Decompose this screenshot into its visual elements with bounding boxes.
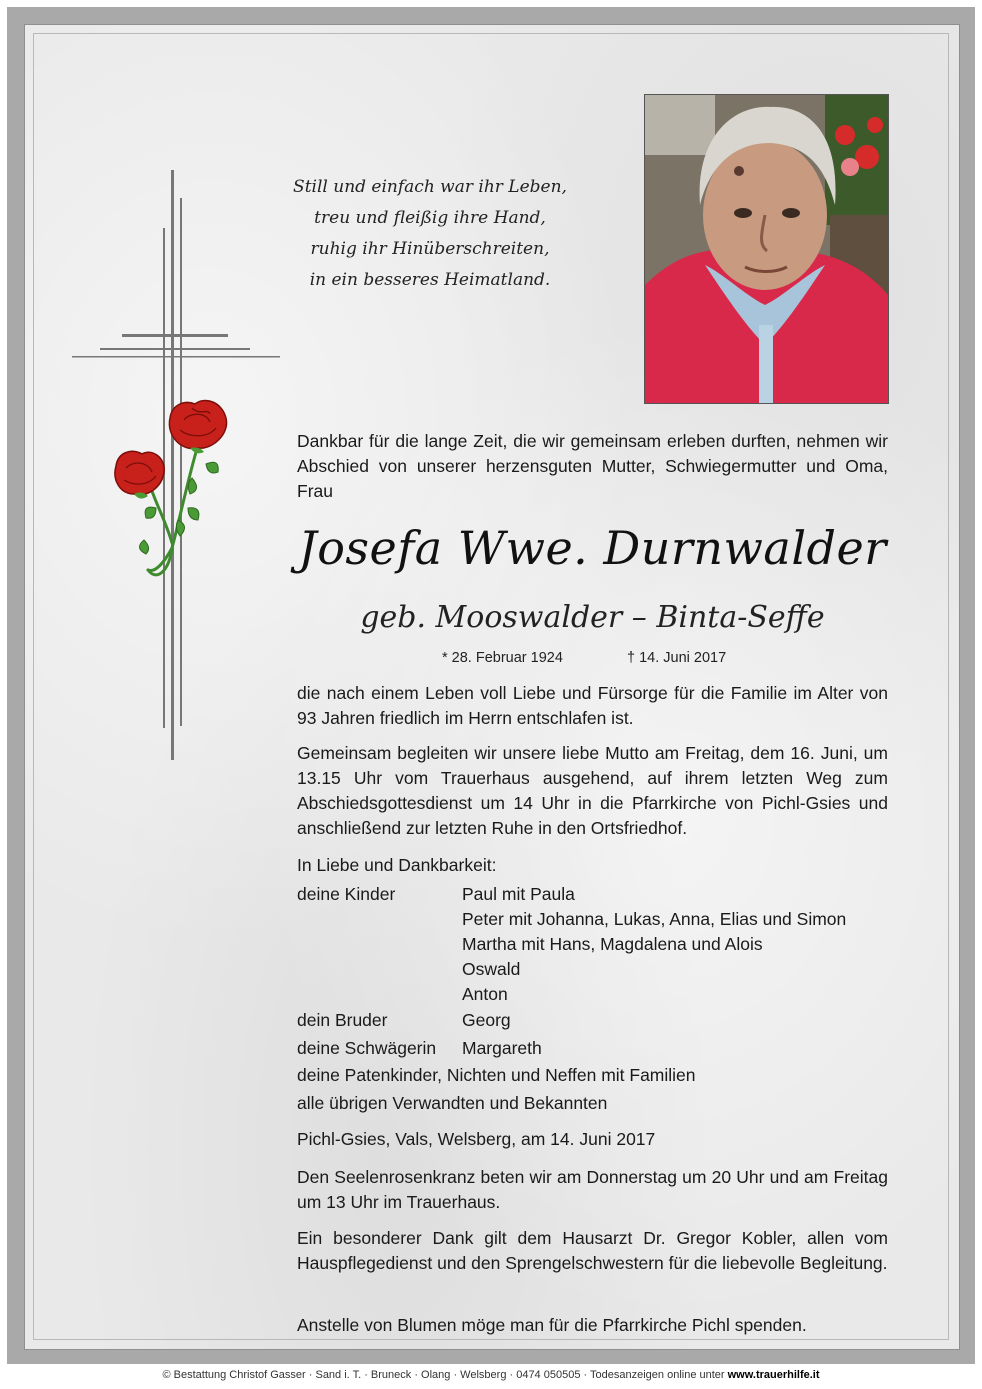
list-item: Anton (462, 984, 508, 1004)
schwaegerin-label: deine Schwägerin (297, 1038, 437, 1058)
family-heading: In Liebe und Dankbarkeit: (297, 855, 497, 875)
deceased-name: Josefa Wwe. Durnwalder (298, 521, 887, 575)
poem (280, 172, 580, 296)
list-item: Oswald (462, 959, 521, 979)
kinder-list (462, 882, 846, 1007)
birth-date: * 28. Februar 1924 (442, 650, 563, 666)
bruder-label: dein Bruder (297, 1010, 388, 1030)
list-item: Martha mit Hans, Magdalena und Alois (462, 934, 763, 954)
maiden-name: geb. Mooswalder – Binta-Seffe (360, 600, 825, 635)
poem-line: Still und einfach war ihr Leben, (293, 177, 567, 197)
list-item: Paul mit Paula (462, 884, 575, 904)
poem-line: ruhig ihr Hinüberschreiten, (310, 239, 550, 259)
portrait-photo (644, 94, 889, 404)
paten-line: deine Patenkinder, Nichten und Neffen mit Familien (297, 1065, 696, 1085)
footer-link[interactable]: www.trauerhilfe.it (727, 1369, 820, 1381)
footer (0, 1369, 982, 1381)
text-rosary: Den Seelenrosenkranz beten wir am Donnerstag um 20 Uhr und am Freitag um 13 Uhr im Trauerhaus. (297, 1167, 888, 1212)
place-date: Pichl-Gsies, Vals, Welsberg, am 14. Juni 2017 (297, 1129, 656, 1149)
death-date: † 14. Juni 2017 (627, 650, 727, 666)
cross-with-roses-icon (60, 168, 290, 768)
schwaegerin-name: Margareth (462, 1038, 542, 1058)
text-thanks: Ein besonderer Dank gilt dem Hausarzt Dr. Gregor Kobler, allen vom Hauspflegedienst und den Sprengelschwestern für die liebevolle Begleitung. (297, 1228, 888, 1273)
footer-text: © Bestattung Christof Gasser · Sand i. T. · Bruneck · Olang · Welsberg · 0474 050505 · Todesanzeigen online unter (162, 1369, 728, 1381)
rose-icon (115, 400, 227, 498)
verwandte-line: alle übrigen Verwandten und Bekannten (297, 1093, 608, 1113)
poem-line: in ein besseres Heimatland. (309, 270, 551, 290)
text-donation: Anstelle von Blumen möge man für die Pfarrkirche Pichl spenden. (297, 1315, 807, 1335)
poem-line: treu und fleißig ihre Hand, (314, 208, 546, 228)
text-life: die nach einem Leben voll Liebe und Fürsorge für die Familie im Alter von 93 Jahren friedlich im Herrn entschlafen ist. (297, 683, 888, 728)
intro-text: Dankbar für die lange Zeit, die wir gemeinsam erleben durften, nehmen wir Abschied von unserer herzensguten Mutter, Schwiegermutter und Oma, Frau (297, 431, 888, 501)
text-funeral: Gemeinsam begleiten wir unsere liebe Mutto am Freitag, dem 16. Juni, um 13.15 Uhr vom Trauerhaus ausgehend, auf ihrem letzten Weg zum Abschiedsgottesdienst um 14 Uhr in die Pfarrkirche von Pichl-Gsies und anschließend zur letzten Ruhe in den Ortsfriedhof. (297, 743, 888, 838)
kinder-label: deine Kinder (297, 884, 396, 904)
bruder-name: Georg (462, 1010, 511, 1030)
list-item: Peter mit Johanna, Lukas, Anna, Elias und Simon (462, 909, 847, 929)
